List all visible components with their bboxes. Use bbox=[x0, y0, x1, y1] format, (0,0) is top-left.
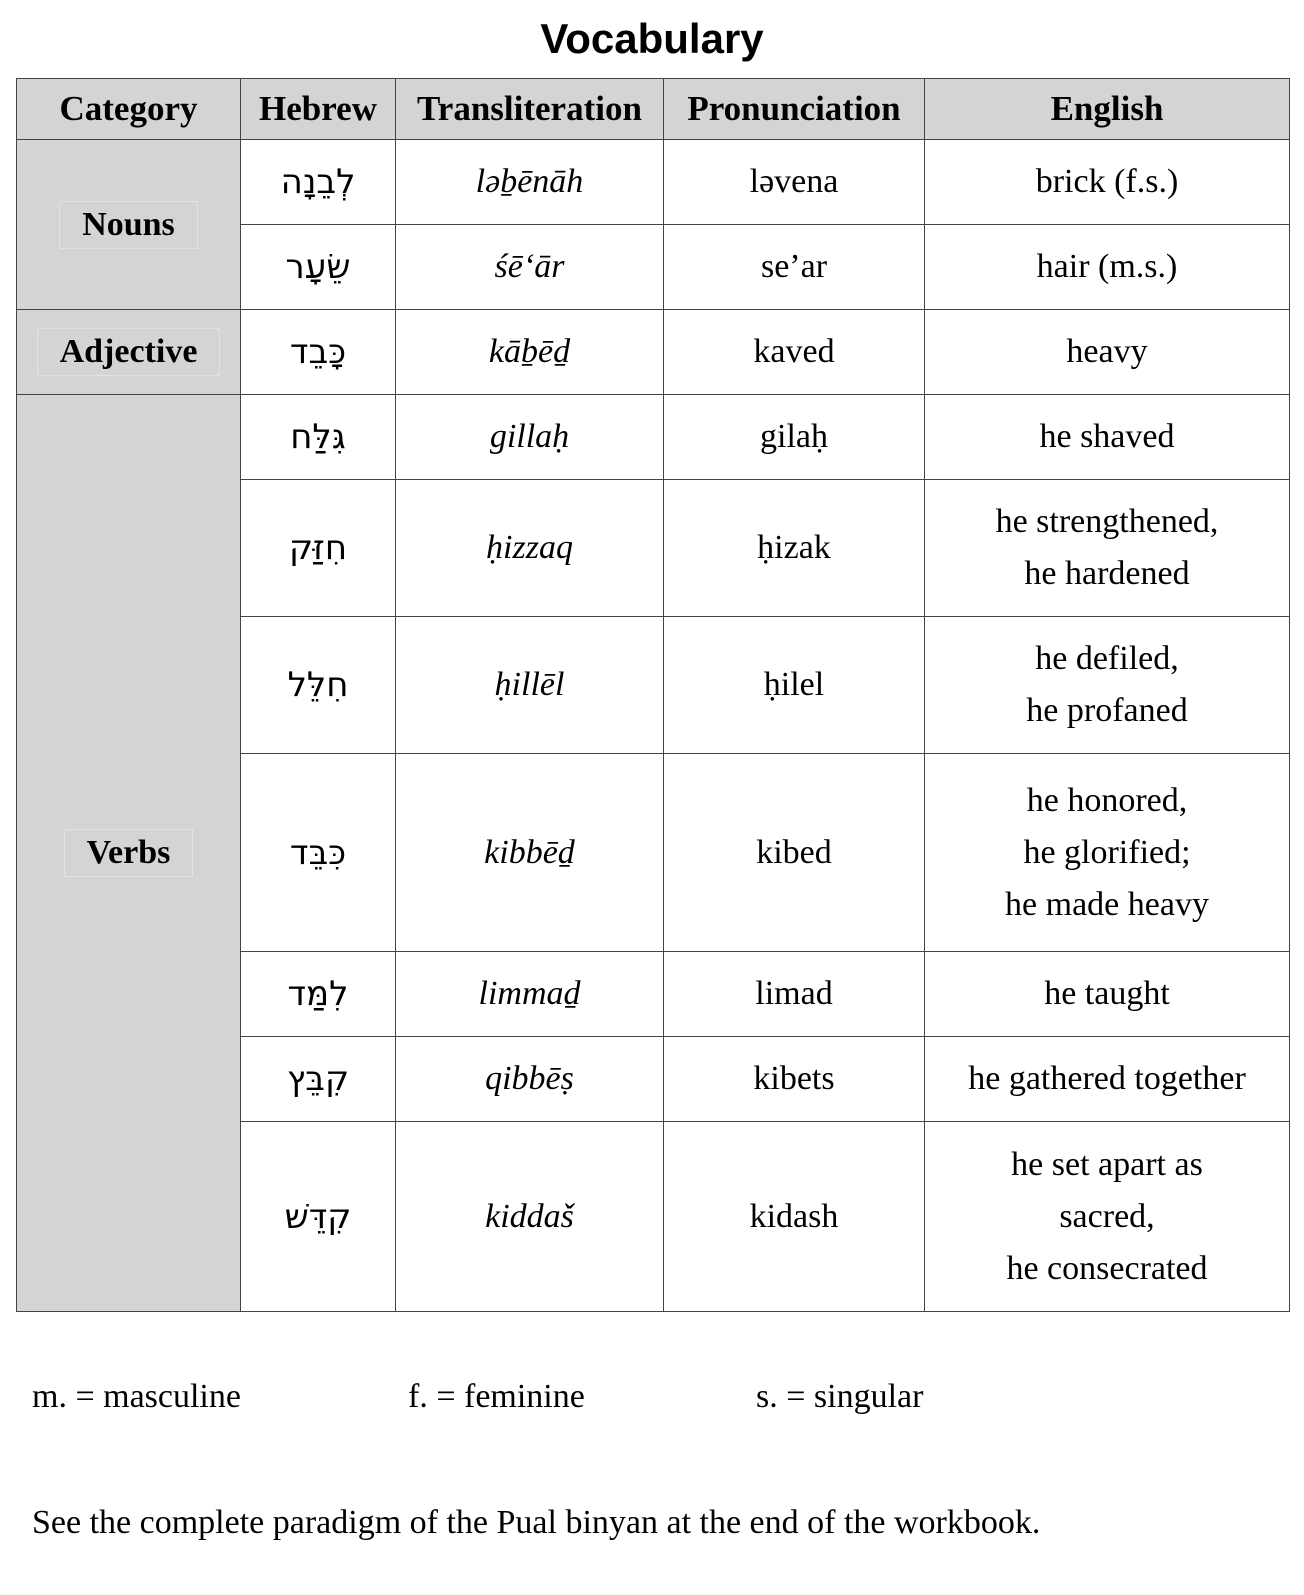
english-cell: he defiled, he profaned bbox=[925, 617, 1290, 754]
english-cell: he honored, he glorified; he made heavy bbox=[925, 754, 1290, 952]
vocabulary-table bbox=[16, 78, 1290, 1312]
hebrew-cell: קִדֵּשׁ bbox=[241, 1122, 396, 1312]
pronunciation-cell: ḥilel bbox=[664, 617, 925, 754]
category-cell-nouns bbox=[17, 140, 241, 310]
page-title: Vocabulary bbox=[540, 15, 764, 62]
pronunciation-cell: gilaḥ bbox=[664, 395, 925, 480]
english-cell: he set apart as sacred, he consecrated bbox=[925, 1122, 1290, 1312]
transliteration-cell: ləḇēnāh bbox=[396, 140, 664, 225]
transliteration-cell: kiddaš bbox=[396, 1122, 664, 1312]
english-cell: he taught bbox=[925, 952, 1290, 1037]
hebrew-cell: לִמַּד bbox=[241, 952, 396, 1037]
category-cell-adjective bbox=[17, 310, 241, 395]
pronunciation-cell: limad bbox=[664, 952, 925, 1037]
table-row bbox=[17, 395, 1290, 480]
pronunciation-cell: kaved bbox=[664, 310, 925, 395]
abbreviation-singular: s. = singular bbox=[756, 1378, 924, 1415]
english-cell: brick (f.s.) bbox=[925, 140, 1290, 225]
hebrew-cell: חִזַּק bbox=[241, 480, 396, 617]
hebrew-cell: שֵׂעָר bbox=[241, 225, 396, 310]
english-cell: he strengthened, he hardened bbox=[925, 480, 1290, 617]
footnote: See the complete paradigm of the Pual binyan at the end of the workbook. bbox=[32, 1504, 1041, 1541]
pronunciation-cell: ḥizak bbox=[664, 480, 925, 617]
category-label-adjective: Adjective bbox=[38, 329, 220, 375]
hebrew-cell: קִבֵּץ bbox=[241, 1037, 396, 1122]
transliteration-cell: kibbēḏ bbox=[396, 754, 664, 952]
transliteration-cell: gillaḥ bbox=[396, 395, 664, 480]
table-row bbox=[17, 310, 1290, 395]
english-cell: heavy bbox=[925, 310, 1290, 395]
pronunciation-cell: ləvena bbox=[664, 140, 925, 225]
hebrew-cell: כָּבֵד bbox=[241, 310, 396, 395]
pronunciation-cell: se’ar bbox=[664, 225, 925, 310]
header-category: Category bbox=[17, 79, 241, 140]
english-cell: hair (m.s.) bbox=[925, 225, 1290, 310]
transliteration-cell: ḥillēl bbox=[396, 617, 664, 754]
transliteration-cell: kāḇēḏ bbox=[396, 310, 664, 395]
header-transliteration: Transliteration bbox=[396, 79, 664, 140]
english-cell: he gathered together bbox=[925, 1037, 1290, 1122]
header-hebrew: Hebrew bbox=[241, 79, 396, 140]
english-cell: he shaved bbox=[925, 395, 1290, 480]
pronunciation-cell: kidash bbox=[664, 1122, 925, 1312]
hebrew-cell: גִּלַּח bbox=[241, 395, 396, 480]
abbreviation-feminine: f. = feminine bbox=[408, 1378, 585, 1415]
category-label-verbs: Verbs bbox=[65, 830, 193, 876]
hebrew-cell: לְבֵנָה bbox=[241, 140, 396, 225]
abbreviation-masculine: m. = masculine bbox=[32, 1378, 241, 1415]
transliteration-cell: limmaḏ bbox=[396, 952, 664, 1037]
header-pronunciation: Pronunciation bbox=[664, 79, 925, 140]
pronunciation-cell: kibed bbox=[664, 754, 925, 952]
hebrew-cell: כִּבֵּד bbox=[241, 754, 396, 952]
category-cell-verbs bbox=[17, 395, 241, 1312]
header-english: English bbox=[925, 79, 1290, 140]
transliteration-cell: qibbēṣ bbox=[396, 1037, 664, 1122]
category-label-nouns: Nouns bbox=[60, 202, 197, 248]
transliteration-cell: śēʻār bbox=[396, 225, 664, 310]
table-header-row bbox=[17, 79, 1290, 140]
transliteration-cell: ḥizzaq bbox=[396, 480, 664, 617]
table-row bbox=[17, 140, 1290, 225]
hebrew-cell: חִלֵּל bbox=[241, 617, 396, 754]
pronunciation-cell: kibets bbox=[664, 1037, 925, 1122]
